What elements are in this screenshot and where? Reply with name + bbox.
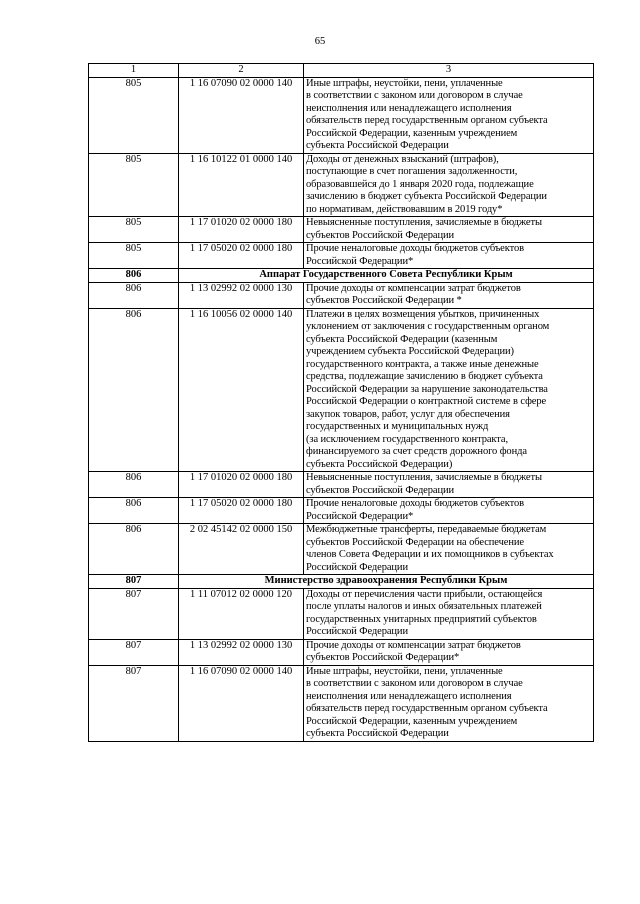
revenue-classification-code: 1 16 07090 02 0000 140 bbox=[179, 665, 304, 741]
administrator-code: 806 bbox=[89, 472, 179, 498]
table-body bbox=[89, 64, 594, 742]
administrator-code: 807 bbox=[89, 665, 179, 741]
revenue-classification-code: 1 16 10122 01 0000 140 bbox=[179, 153, 304, 217]
table-row bbox=[89, 217, 594, 243]
table-row bbox=[89, 243, 594, 269]
table-row bbox=[89, 472, 594, 498]
table-header-row bbox=[89, 64, 594, 78]
administrator-code: 805 bbox=[89, 77, 179, 153]
administrator-code: 806 bbox=[89, 282, 179, 308]
revenue-classification-code: 1 17 01020 02 0000 180 bbox=[179, 472, 304, 498]
revenue-description: Межбюджетные трансферты, передаваемые бюджетам субъектов Российской Федерации на обеспечение членов Совета Федерации и их помощников в субъектах Российской Федерации bbox=[304, 524, 594, 575]
administrator-code: 806 bbox=[89, 524, 179, 575]
revenue-classification-code: 1 13 02992 02 0000 130 bbox=[179, 282, 304, 308]
administrator-name: Министерство здравоохранения Республики Крым bbox=[179, 575, 594, 589]
administrator-code: 805 bbox=[89, 243, 179, 269]
revenue-description: Прочие доходы от компенсации затрат бюджетов субъектов Российской Федерации* bbox=[304, 639, 594, 665]
revenue-codes-table bbox=[88, 63, 594, 742]
administrator-code: 805 bbox=[89, 153, 179, 217]
page-number: 65 bbox=[314, 36, 326, 47]
administrator-code: 805 bbox=[89, 217, 179, 243]
revenue-description: Доходы от перечисления части прибыли, остающейся после уплаты налогов и иных обязательных платежей государственных унитарных предприятий субъектов Российской Федерации bbox=[304, 588, 594, 639]
table-row bbox=[89, 77, 594, 153]
administrator-code: 807 bbox=[89, 588, 179, 639]
table-row bbox=[89, 665, 594, 741]
administrator-code: 807 bbox=[89, 575, 179, 589]
column-header-2: 2 bbox=[179, 64, 304, 78]
column-header-1: 1 bbox=[89, 64, 179, 78]
section-header-row bbox=[89, 269, 594, 283]
administrator-code: 806 bbox=[89, 308, 179, 472]
revenue-description: Иные штрафы, неустойки, пени, уплаченные в соответствии с законом или договором в случае неисполнения или ненадлежащего исполнения обязательств перед государственным органом субъекта Российской Федерации, казенным учреждением субъекта Российской Федерации bbox=[304, 77, 594, 153]
revenue-classification-code: 1 16 07090 02 0000 140 bbox=[179, 77, 304, 153]
table-row bbox=[89, 498, 594, 524]
revenue-classification-code: 1 17 05020 02 0000 180 bbox=[179, 243, 304, 269]
revenue-description: Невыясненные поступления, зачисляемые в бюджеты субъектов Российской Федерации bbox=[304, 217, 594, 243]
revenue-description: Прочие неналоговые доходы бюджетов субъектов Российской Федерации* bbox=[304, 498, 594, 524]
administrator-code: 807 bbox=[89, 639, 179, 665]
column-header-3: 3 bbox=[304, 64, 594, 78]
table-row bbox=[89, 639, 594, 665]
revenue-description: Прочие доходы от компенсации затрат бюджетов субъектов Российской Федерации * bbox=[304, 282, 594, 308]
revenue-classification-code: 1 17 05020 02 0000 180 bbox=[179, 498, 304, 524]
table-row bbox=[89, 588, 594, 639]
revenue-classification-code: 2 02 45142 02 0000 150 bbox=[179, 524, 304, 575]
table-row bbox=[89, 153, 594, 217]
revenue-description: Невыясненные поступления, зачисляемые в бюджеты субъектов Российской Федерации bbox=[304, 472, 594, 498]
table-row bbox=[89, 282, 594, 308]
section-header-row bbox=[89, 575, 594, 589]
revenue-description: Прочие неналоговые доходы бюджетов субъектов Российской Федерации* bbox=[304, 243, 594, 269]
revenue-classification-code: 1 13 02992 02 0000 130 bbox=[179, 639, 304, 665]
table-row bbox=[89, 524, 594, 575]
table-row bbox=[89, 308, 594, 472]
administrator-name: Аппарат Государственного Совета Республики Крым bbox=[179, 269, 594, 283]
revenue-description: Доходы от денежных взысканий (штрафов), поступающие в счет погашения задолженности, образовавшейся до 1 января 2020 года, подлежащие зачислению в бюджет субъекта Российской Федерации по нормативам, действовавшим в 2019 году* bbox=[304, 153, 594, 217]
revenue-classification-code: 1 11 07012 02 0000 120 bbox=[179, 588, 304, 639]
administrator-code: 806 bbox=[89, 269, 179, 283]
administrator-code: 806 bbox=[89, 498, 179, 524]
revenue-classification-code: 1 17 01020 02 0000 180 bbox=[179, 217, 304, 243]
revenue-description: Платежи в целях возмещения убытков, причиненных уклонением от заключения с государственным органом субъекта Российской Федерации (казенным учреждением субъекта Российской Федерации) государственного контракта, а также иные денежные средства, подлежащие зачислению в бюджет субъекта Российской Федерации за нарушение законодательства Российской Федерации о контрактной системе в сфере закупок товаров, работ, услуг для обеспечения государственных и муниципальных нужд (за исключением государственного контракта, финансируемого за счет средств дорожного фонда субъекта Российской Федерации) bbox=[304, 308, 594, 472]
revenue-description: Иные штрафы, неустойки, пени, уплаченные в соответствии с законом или договором в случае неисполнения или ненадлежащего исполнения обязательств перед государственным органом субъекта Российской Федерации, казенным учреждением субъекта Российской Федерации bbox=[304, 665, 594, 741]
revenue-classification-code: 1 16 10056 02 0000 140 bbox=[179, 308, 304, 472]
